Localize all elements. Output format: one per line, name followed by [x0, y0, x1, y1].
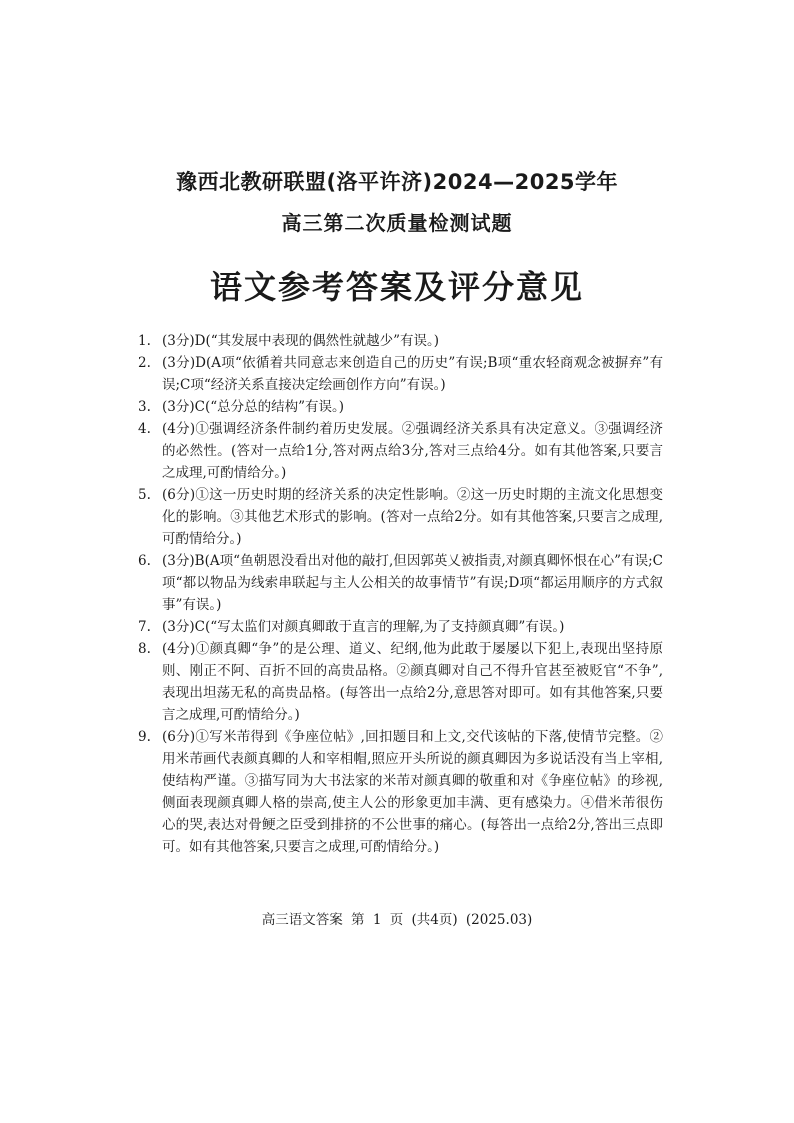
answer-text: (6分)①这一历史时期的经济关系的决定性影响。②这一历史时期的主流文化思想变化的影响。③其他艺术形式的影响。(答对一点给2分。如有其他答案,只要言之成理,可酌情给分。) [162, 487, 663, 547]
answer-text: (3分)C(“总分总的结构”有误。) [162, 399, 345, 415]
exam-name-heading: 高三第二次质量检测试题 [281, 211, 513, 235]
answer-number: 8. [138, 641, 151, 657]
answer-text: (3分)B(A项“鱼朝恩没看出对他的敲打,但因郭英乂被指责,对颜真卿怀恨在心”有误;C项“都以物品为线索串联起与主人公相关的故事情节”有误;D项“都运用顺序的方式叙事”有误。) [162, 553, 663, 613]
exam-alliance-heading: 豫西北教研联盟(洛平许济)2024—2025学年 [175, 170, 619, 194]
answer-item [138, 484, 663, 550]
answer-number: 3. [138, 399, 151, 415]
answer-item [138, 396, 663, 418]
answer-text: (4分)①颜真卿“争”的是公理、道义、纪纲,他为此敢于屡屡以下犯上,表现出坚持原则、刚正不阿、百折不回的高贵品格。②颜真卿对自己不得升官甚至被贬官“不争”,表现出坦荡无私的高贵品格。(每答出一点给2分,意思答对即可。如有其他答案,只要言之成理,可酌情给分。) [162, 641, 663, 723]
answer-text: (4分)①强调经济条件制约着历史发展。②强调经济关系具有决定意义。③强调经济的必然性。(答对一点给1分,答对两点给3分,答对三点给4分。如有其他答案,只要言之成理,可酌情给分。) [162, 421, 663, 481]
answer-item [138, 352, 663, 396]
answer-item [138, 726, 663, 858]
answer-item [138, 616, 663, 638]
answer-text: (3分)C(“写太监们对颜真卿敢于直言的理解,为了支持颜真卿”有误。) [162, 619, 565, 635]
answer-number: 2. [138, 355, 151, 371]
answer-item [138, 638, 663, 726]
answer-number: 5. [138, 487, 151, 503]
answer-text: (3分)D(“其发展中表现的偶然性就越少”有误。) [162, 333, 440, 349]
answer-number: 9. [138, 729, 151, 745]
answer-item [138, 550, 663, 616]
answer-text: (3分)D(A项“依循着共同意志来创造自己的历史”有误;B项“重农轻商观念被摒弃”有误;C项“经济关系直接决定绘画创作方向”有误。) [162, 355, 663, 393]
answer-number: 6. [138, 553, 151, 569]
answer-list [138, 330, 663, 858]
page-title: 语文参考答案及评分意见 [209, 268, 584, 306]
answer-number: 7. [138, 619, 151, 635]
answer-item [138, 330, 663, 352]
answer-text: (6分)①写米芾得到《争座位帖》,回扣题目和上文,交代该帖的下落,使情节完整。②用米芾画代表颜真卿的人和宰相帽,照应开头所说的颜真卿因为多说话没有当上宰相,使结构严谨。③描写同为大书法家的米芾对颜真卿的敬重和对《争座位帖》的珍视,侧面表现颜真卿人格的崇高,使主人公的形象更加丰满、更有感染力。④借米芾很伤心的哭,表达对骨鲠之臣受到排挤的不公世事的痛心。(每答出一点给2分,答出三点即可。如有其他答案,只要言之成理,可酌情给分。) [162, 729, 663, 855]
answer-number: 1. [138, 333, 151, 349]
page-footer: 高三语文答案 第 1 页 (共4页) (2025.03) [261, 912, 533, 928]
answer-item [138, 418, 663, 484]
answer-number: 4. [138, 421, 151, 437]
